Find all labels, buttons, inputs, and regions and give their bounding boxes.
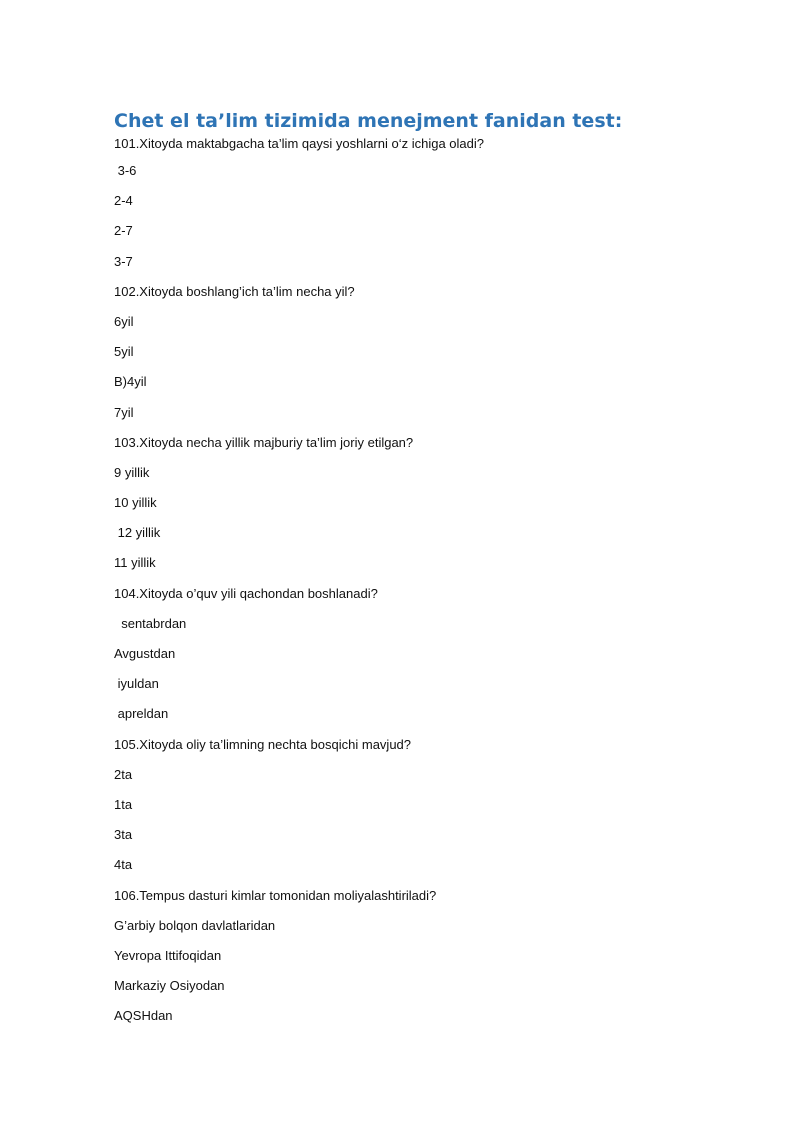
test-lines — [114, 134, 734, 1031]
question-105: 105.Xitoyda oliy ta’limning nechta bosqichi mavjud? — [114, 736, 412, 752]
answer-option: 2-4 — [114, 193, 133, 209]
answer-option: 5yil — [114, 344, 134, 360]
question-102: 102.Xitoyda boshlang’ich ta’lim necha yil? — [114, 283, 355, 299]
answer-option: Yevropa Ittifoqidan — [114, 947, 222, 963]
question-104: 104.Xitoyda o’quv yili qachondan boshlanadi? — [114, 585, 378, 601]
question-101: 101.Xitoyda maktabgacha ta’lim qaysi yoshlarni o‘z ichiga oladi? — [114, 136, 484, 151]
answer-option: 3ta — [114, 827, 133, 843]
answer-option: sentabrdan — [114, 615, 187, 631]
answer-option: 6yil — [114, 313, 134, 329]
document-title: Chet el ta’lim tizimida menejment fanidan test: — [114, 110, 623, 132]
answer-option: Avgustdan — [114, 646, 176, 661]
answer-option: 1ta — [114, 796, 133, 812]
answer-option: 10 yillik — [114, 495, 157, 511]
answer-option: 4ta — [114, 857, 133, 873]
answer-option: B)4yil — [114, 374, 147, 390]
answer-option: Markaziy Osiyodan — [114, 978, 225, 994]
answer-option: 11 yillik — [114, 555, 156, 571]
question-106: 106.Tempus dasturi kimlar tomonidan moliyalashtiriladi? — [114, 887, 437, 903]
answer-option: G’arbiy bolqon davlatlaridan — [114, 917, 276, 933]
question-103: 103.Xitoyda necha yillik majburiy ta’lim joriy etilgan? — [114, 434, 414, 450]
answer-option: 3-6 — [114, 163, 137, 178]
answer-option: 3-7 — [114, 253, 133, 269]
answer-option: 7yil — [114, 404, 134, 420]
answer-option: 2ta — [114, 766, 133, 782]
answer-option: 12 yillik — [114, 525, 161, 541]
answer-option: apreldan — [114, 706, 169, 722]
answer-option: 2-7 — [114, 223, 133, 239]
answer-option: AQSHdan — [114, 1008, 173, 1024]
answer-option: iyuldan — [114, 676, 159, 692]
answer-option: 9 yillik — [114, 464, 150, 480]
document-content — [114, 108, 734, 1031]
